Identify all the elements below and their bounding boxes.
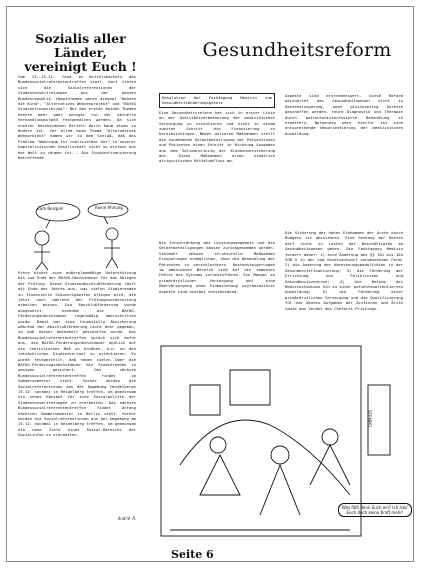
article-gesundheitsreform-c — [285, 93, 403, 136]
bubble-left-2: Keine Ahnung — [95, 205, 123, 210]
headline-line-1: Sozialis aller Länder, — [35, 31, 126, 60]
article-text: Eine Gesundheitsreform hat sich in erster Linie an der Qualitätsverbesserung der medizinischen Versorgung zu orientieren und nicht in einem zweiten Schritt die Finanzierung zu berücksichtigen. Neben weiteren Maßnahmen stellt die zunehmende Selbstbeteiligung der Patientinnen und Patienten einen Schritt in Richtung Ausgaben aus dem Solidarprinzip der Krankenversicherung dar. Diese Maßnahmen einen staatlich dirigistischen Mittelabfluss ab. — [159, 109, 275, 164]
bubble-left: Zum Beispiel — [36, 206, 64, 211]
article-text: Echte bisher eine außerplanmäßige Unterstützung bis zum Ende der BAföG-Höchstdauer für das Ablegen der Prüfung. Diese Studienabschlußförderung läuft mit Ende des Jahres aus, was vielen Studierenden in finanzielle Schwierigkeiten bringen wird, die jetzt noch während der Prüfungsvorbereitung arbeiten müssen. Die Abschlußförderung wurde ausgesetzt, nachdem die BAföG-Förderungshöchstdauer regelmäßig überschritten wurde. Damit war eine finanzielle Absicherung während der Abschlußförderung nicht mehr gegeben, so daß dieser Notbehelf geschaffen wurde. Das Bundessozialreferententreffen sprach sich dafür aus, die BAföG-Förderungshöchstdauer endlich auf ein realistisches Maß zu erhöhen, d.h. an den tatsächlichen Studienverlauf zu orientieren. Es wurde festgestellt, daß neben vielen über die BAföG-Förderungshöchstdauer die Studierenden zu wenigen gesichert. Das nächste Bundessozialreferententreffen findet im Sommersemester statt. Vorher werden die Sozialreferentinnen aus der Umgebung Heidelbergs 15.12. nochmal in Heidelberg treffen, um gemeinsam ein neues Konzept für eine Sozialpolitik der Studentenvertretungen zu erarbeiten. Das nächste Bundessozialreferententreffen findet Anfang nächsten Sommersemester in Berlin statt. Vorher werden die Sozialreferentinnen aus der Umgebung am 15.12. nochmal in Heidelberg treffen, um gemeinsam ein neue Ziele eines Sozial-Bereichs der Sozialinfos zu erarbeiten. — [18, 270, 136, 438]
headline-gesundheitsreform: Gesundheitsreform — [202, 39, 392, 61]
headline-sozialis — [18, 32, 143, 74]
article-sozialis-intro — [18, 74, 136, 161]
article-text: Die Einschränkung des Leistungsangebots und die Selbstbeteiligungen müssen zurückgenommen werden. Vielmehr müssen strukturelle Maßnahmen Einsparungen ermöglichen, ohne die Behandlung der Patienten zu verschlechtern. Kostensteigerungen im ambulanten Bereich sind auf ein immenses Fehler des Systems zurückzuführen. Ein Mangel an primärärztlicher Versorgung und eine Überversorgung ohne Einbeziehung psychosozialer Aspekte sind hierbei entscheidend. — [159, 240, 275, 294]
bubble-right: Was fällt denn Euch ein? Ich hab' Euch doch keine Kraft mehr! — [338, 503, 412, 517]
page-number: Seite 6 — [171, 548, 214, 561]
headline-line-2: vereinigt Euch ! — [24, 59, 137, 74]
article-text: Vom 13.-15.11. fand im Wittelsbachers das Bundessozialreferententreffen statt. Dort trafen sich die Sozialreferentinnen der Studentenvertretungen aus der ganzen Bundesrepublik. Hauptthemen waren diesmal "Wohnen mit Kind", "Alternatives Wohnenprojekt" und "BAföG Studienfinanzierung". Bei den ersten beiden Themen konnte mehr oder weniger nur der aktuelle Verhandlungsstand festgehalten werden, da sich unserer bescheidenen Mitteln darin kaum etwas zu ändern ist. Vor allem beim Thema "Alternatives Wohnprojekt" kamen wir zu dem Schluß, daß das Problem "Wohnraum ist realisierbar Gut" in unserer kapitalistischen Gesellschaft nicht so einfach aus der Welt zu räumen ist... Die Studienfinanzierung betreffende — [18, 74, 136, 161]
article-text: Die Sicherung der hohen Einkommen der Ärzte durch Budgets ist abzulehnen. Eine Senkung der Kosten darf nicht zu Lasten der Beschäftigten im Gesundheitswesen gehen. Die Fachtagung Medizin fordert daher: 1) eine Änderung des §§ 101 bis 104 SGB V in der vom Gesetzentwurf vorgesehenen Form; 2) die Änderung der Abrechnungsmodalitäten in der Gesundheitsfinanzierung; 3) die Förderung der Errichtung von Polikliniken und Gesundheitszentren; 4) die Reform des Medizinstudiums hin zu einer patientenorientierten Ausbildung; 5) die Förderung einer primärärztlichen Versorgung und die Qualifizierung für die akuten Aufgaben der Ärztinnen und Ärzte sowie das Verbot des Chefarzt-Privilegs. — [285, 230, 403, 311]
article-gesundheitsreform-a — [159, 93, 275, 164]
resolution-box: Resolution der Fachtagung Medizin zum Gesundheitsänderungsgesetz — [159, 93, 275, 108]
article-sozialis-continued — [18, 270, 136, 438]
article-text: Aspekte sind erstrebenswert. Diese Reform beinhaltet das Gesundheitswesen nicht zu Kosteneinsparung, wenn gleichzeitig Anreize geschaffen werden, teure Diagnostik und Therapie durch patienteninteressierte Behandlung zu erweitern. Notwendig wäre hierfür ist eine entsprechende Neuorientierung der medizinischen Ausbildung. — [285, 93, 403, 136]
article-gesundheitsreform-d — [285, 230, 403, 311]
article-gesundheitsreform-b — [159, 240, 275, 294]
stamp-label: STEMPEL — [367, 410, 372, 429]
author-signature: André R. — [118, 516, 138, 521]
